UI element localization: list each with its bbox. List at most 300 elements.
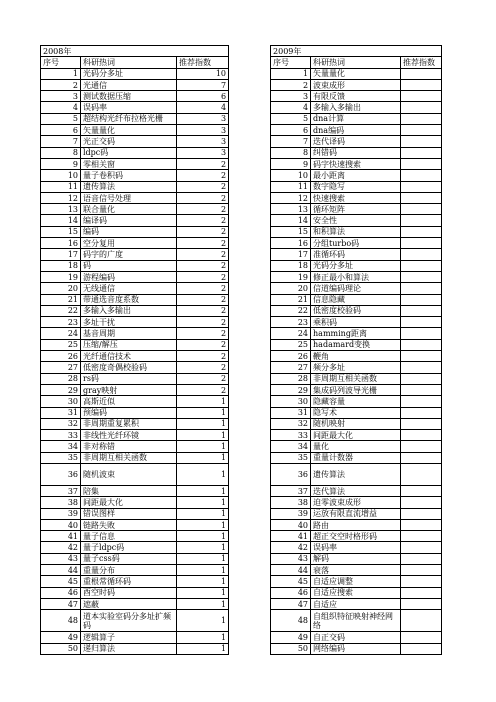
- row-index-right: 44: [271, 565, 311, 576]
- row-index-right: 46: [271, 587, 311, 598]
- row-term-right: 安全性: [311, 215, 401, 226]
- row-index-left: 8: [41, 147, 81, 158]
- column-gap: [229, 68, 271, 79]
- row-index-right: 10: [271, 170, 311, 181]
- column-gap: [229, 452, 271, 463]
- table-row: [41, 632, 442, 643]
- row-score-right: [401, 125, 442, 136]
- row-term-left: 语音信号处理: [81, 192, 177, 203]
- row-index-left: 35: [41, 452, 81, 463]
- row-score-left: 4: [177, 102, 229, 113]
- row-term-left: 量子ldpc码: [81, 542, 177, 553]
- row-index-right: 16: [271, 238, 311, 249]
- row-term-left: 编码: [81, 226, 177, 237]
- table-row: [41, 226, 442, 237]
- table-row: [41, 508, 442, 519]
- row-score-left: 2: [177, 283, 229, 294]
- row-score-left: 1: [177, 542, 229, 553]
- column-gap: [229, 519, 271, 530]
- row-score-left: 1: [177, 519, 229, 530]
- row-term-left: 误码率: [81, 102, 177, 113]
- row-index-right: 23: [271, 317, 311, 328]
- row-term-right: 鞭角: [311, 351, 401, 362]
- row-index-right: 30: [271, 396, 311, 407]
- row-term-right: 数字隐写: [311, 181, 401, 192]
- row-term-left: 道本实验室码分多址扩频码: [81, 610, 177, 632]
- row-index-right: 43: [271, 553, 311, 564]
- row-score-right: [401, 553, 442, 564]
- row-term-left: 光通信: [81, 79, 177, 90]
- row-score-left: 2: [177, 249, 229, 260]
- row-index-left: 33: [41, 430, 81, 441]
- row-index-left: 17: [41, 249, 81, 260]
- row-score-right: [401, 576, 442, 587]
- row-term-right: 准循环码: [311, 249, 401, 260]
- row-index-right: 19: [271, 271, 311, 282]
- row-score-right: [401, 102, 442, 113]
- row-index-left: 22: [41, 305, 81, 316]
- row-index-left: 32: [41, 418, 81, 429]
- table-row: [41, 362, 442, 373]
- row-score-left: 3: [177, 147, 229, 158]
- row-term-left: 测试数据压缩: [81, 91, 177, 102]
- row-score-right: [401, 147, 442, 158]
- row-score-right: [401, 91, 442, 102]
- row-index-left: 23: [41, 317, 81, 328]
- row-index-right: 48: [271, 610, 311, 632]
- table-row: [41, 441, 442, 452]
- row-score-left: 2: [177, 170, 229, 181]
- row-index-right: 31: [271, 407, 311, 418]
- row-index-left: 13: [41, 204, 81, 215]
- header-index-left: 序号: [41, 57, 81, 68]
- row-index-left: 4: [41, 102, 81, 113]
- column-gap: [229, 328, 271, 339]
- table-row: [41, 452, 442, 463]
- row-term-left: 编译码: [81, 215, 177, 226]
- row-term-left: rs码: [81, 373, 177, 384]
- table-row: [41, 102, 442, 113]
- row-score-left: 1: [177, 452, 229, 463]
- row-index-right: 17: [271, 249, 311, 260]
- row-index-left: 19: [41, 271, 81, 282]
- row-score-right: [401, 463, 442, 485]
- row-term-left: 链路失败: [81, 519, 177, 530]
- column-gap: [229, 485, 271, 496]
- row-index-left: 28: [41, 373, 81, 384]
- row-index-left: 30: [41, 396, 81, 407]
- row-term-right: 误码率: [311, 542, 401, 553]
- row-index-left: 36: [41, 463, 81, 485]
- row-score-right: [401, 271, 442, 282]
- row-index-right: 35: [271, 452, 311, 463]
- column-gap: [229, 317, 271, 328]
- row-term-right: 运放有限直流增益: [311, 508, 401, 519]
- row-term-left: ldpc码: [81, 147, 177, 158]
- column-gap: [229, 125, 271, 136]
- table-row: [41, 565, 442, 576]
- row-term-left: 压缩/解压: [81, 339, 177, 350]
- row-score-right: [401, 113, 442, 124]
- row-term-left: 空分复用: [81, 238, 177, 249]
- table-row: [41, 407, 442, 418]
- row-score-right: [401, 407, 442, 418]
- row-term-right: 网络编码: [311, 643, 401, 654]
- row-index-right: 28: [271, 373, 311, 384]
- table-row: [41, 181, 442, 192]
- row-index-right: 11: [271, 181, 311, 192]
- row-index-right: 6: [271, 125, 311, 136]
- row-score-left: 1: [177, 441, 229, 452]
- table-row: [41, 430, 442, 441]
- row-score-right: [401, 181, 442, 192]
- column-gap: [229, 418, 271, 429]
- row-index-right: 41: [271, 531, 311, 542]
- row-index-right: 27: [271, 362, 311, 373]
- row-term-right: 和积算法: [311, 226, 401, 237]
- table-row: [41, 610, 442, 632]
- row-index-left: 46: [41, 587, 81, 598]
- row-index-left: 31: [41, 407, 81, 418]
- row-score-left: 2: [177, 226, 229, 237]
- row-term-right: 自适应调整: [311, 576, 401, 587]
- row-term-left: 低密度奇偶校验码: [81, 362, 177, 373]
- row-index-right: 26: [271, 351, 311, 362]
- row-score-right: [401, 215, 442, 226]
- row-index-left: 12: [41, 192, 81, 203]
- column-gap: [229, 271, 271, 282]
- row-index-right: 5: [271, 113, 311, 124]
- row-term-right: 循环矩阵: [311, 204, 401, 215]
- row-index-left: 34: [41, 441, 81, 452]
- table-row: [41, 147, 442, 158]
- row-score-right: [401, 373, 442, 384]
- table-row: [41, 339, 442, 350]
- row-index-left: 41: [41, 531, 81, 542]
- row-term-left: 基音周期: [81, 328, 177, 339]
- table-row: [41, 519, 442, 530]
- row-index-left: 21: [41, 294, 81, 305]
- row-term-right: 遗传算法: [311, 463, 401, 485]
- row-score-right: [401, 136, 442, 147]
- row-index-left: 48: [41, 610, 81, 632]
- column-gap: [229, 181, 271, 192]
- column-gap: [229, 147, 271, 158]
- column-gap: [229, 373, 271, 384]
- row-term-right: 光码分多址: [311, 260, 401, 271]
- row-score-left: 7: [177, 79, 229, 90]
- row-term-right: hamming距离: [311, 328, 401, 339]
- row-term-right: 分组turbo码: [311, 238, 401, 249]
- column-gap: [229, 497, 271, 508]
- column-gap: [229, 430, 271, 441]
- row-index-left: 2: [41, 79, 81, 90]
- row-score-left: 1: [177, 576, 229, 587]
- row-term-left: 错误图样: [81, 508, 177, 519]
- table-row: [41, 553, 442, 564]
- row-index-right: 40: [271, 519, 311, 530]
- row-index-right: 49: [271, 632, 311, 643]
- row-term-right: 自正交码: [311, 632, 401, 643]
- row-score-right: [401, 362, 442, 373]
- table-row: [41, 170, 442, 181]
- column-gap: [229, 294, 271, 305]
- column-gap: [229, 204, 271, 215]
- row-index-right: 2: [271, 79, 311, 90]
- row-index-right: 29: [271, 384, 311, 395]
- row-index-left: 18: [41, 260, 81, 271]
- row-index-right: 45: [271, 576, 311, 587]
- column-gap: [229, 441, 271, 452]
- table-row: [41, 79, 442, 90]
- row-term-left: 矢量量化: [81, 125, 177, 136]
- row-score-left: 2: [177, 317, 229, 328]
- row-index-right: 33: [271, 430, 311, 441]
- row-score-left: 2: [177, 351, 229, 362]
- row-index-left: 16: [41, 238, 81, 249]
- row-term-right: 信道编码理论: [311, 283, 401, 294]
- row-term-right: 集成码列波导光栅: [311, 384, 401, 395]
- table-row: [41, 418, 442, 429]
- row-term-left: 遗传算法: [81, 181, 177, 192]
- row-score-left: 2: [177, 271, 229, 282]
- row-index-right: 8: [271, 147, 311, 158]
- row-score-right: [401, 260, 442, 271]
- column-gap: [229, 46, 271, 57]
- column-gap: [229, 136, 271, 147]
- row-index-right: 22: [271, 305, 311, 316]
- row-score-left: 2: [177, 192, 229, 203]
- row-score-left: 1: [177, 508, 229, 519]
- row-index-left: 42: [41, 542, 81, 553]
- row-index-right: 3: [271, 91, 311, 102]
- row-term-left: 零相关窗: [81, 158, 177, 169]
- row-score-left: 2: [177, 384, 229, 395]
- column-gap: [229, 102, 271, 113]
- row-term-left: 递归算法: [81, 643, 177, 654]
- row-score-right: [401, 238, 442, 249]
- row-index-left: 29: [41, 384, 81, 395]
- row-term-right: 路由: [311, 519, 401, 530]
- row-index-left: 49: [41, 632, 81, 643]
- row-score-right: [401, 351, 442, 362]
- table-row: [41, 271, 442, 282]
- row-index-right: 38: [271, 497, 311, 508]
- row-score-right: [401, 508, 442, 519]
- row-term-right: 重量计数器: [311, 452, 401, 463]
- row-term-left: 多输入多输出: [81, 305, 177, 316]
- row-index-right: 18: [271, 260, 311, 271]
- row-term-right: 有限反馈: [311, 91, 401, 102]
- column-gap: [229, 260, 271, 271]
- table-row: [41, 587, 442, 598]
- row-score-left: 10: [177, 68, 229, 79]
- row-score-right: [401, 170, 442, 181]
- row-term-right: 波束成形: [311, 79, 401, 90]
- row-index-left: 45: [41, 576, 81, 587]
- row-term-right: 码字快速搜索: [311, 158, 401, 169]
- column-gap: [229, 79, 271, 90]
- row-term-right: dna编码: [311, 125, 401, 136]
- row-score-left: 1: [177, 463, 229, 485]
- header-row: [41, 57, 442, 68]
- table-row: [41, 497, 442, 508]
- table-row: [41, 215, 442, 226]
- row-score-right: [401, 598, 442, 609]
- row-term-left: 带通选音度系数: [81, 294, 177, 305]
- header-term-left: 科研热词: [81, 57, 177, 68]
- row-score-left: 1: [177, 553, 229, 564]
- column-gap: [229, 576, 271, 587]
- row-index-left: 7: [41, 136, 81, 147]
- table-row: [41, 463, 442, 485]
- row-term-right: 快速搜索: [311, 192, 401, 203]
- row-index-left: 20: [41, 283, 81, 294]
- row-term-left: 超结构光纤布拉格光栅: [81, 113, 177, 124]
- row-term-right: 非周期互相关函数: [311, 373, 401, 384]
- row-score-left: 1: [177, 497, 229, 508]
- row-term-right: hadamard变换: [311, 339, 401, 350]
- row-score-left: 2: [177, 204, 229, 215]
- table-row: [41, 91, 442, 102]
- row-term-left: 量子css码: [81, 553, 177, 564]
- row-score-left: 1: [177, 587, 229, 598]
- row-term-right: 信息隐藏: [311, 294, 401, 305]
- row-index-left: 6: [41, 125, 81, 136]
- row-index-right: 50: [271, 643, 311, 654]
- column-gap: [229, 192, 271, 203]
- row-term-left: 光正交码: [81, 136, 177, 147]
- row-score-right: [401, 68, 442, 79]
- row-term-right: 乘积码: [311, 317, 401, 328]
- hot-words-table: [40, 45, 442, 655]
- row-score-right: [401, 317, 442, 328]
- row-index-right: 9: [271, 158, 311, 169]
- row-term-right: 迭代译码: [311, 136, 401, 147]
- row-score-right: [401, 283, 442, 294]
- table-row: [41, 542, 442, 553]
- row-term-right: 量化: [311, 441, 401, 452]
- row-term-right: 解码: [311, 553, 401, 564]
- row-term-left: 联合量化: [81, 204, 177, 215]
- row-score-right: [401, 339, 442, 350]
- row-score-right: [401, 294, 442, 305]
- table-row: [41, 238, 442, 249]
- row-term-left: 预编码: [81, 407, 177, 418]
- row-score-right: [401, 497, 442, 508]
- column-gap: [229, 463, 271, 485]
- row-index-right: 14: [271, 215, 311, 226]
- row-index-left: 37: [41, 485, 81, 496]
- row-score-right: [401, 485, 442, 496]
- column-gap: [229, 632, 271, 643]
- column-gap: [229, 362, 271, 373]
- row-score-right: [401, 79, 442, 90]
- column-gap: [229, 238, 271, 249]
- row-index-right: 25: [271, 339, 311, 350]
- row-score-left: 2: [177, 328, 229, 339]
- row-score-left: 1: [177, 643, 229, 654]
- row-term-left: 非周期重复累积: [81, 418, 177, 429]
- row-term-right: 频分多址: [311, 362, 401, 373]
- row-score-right: [401, 610, 442, 632]
- row-index-right: 39: [271, 508, 311, 519]
- header-score-right: 推荐指数: [401, 57, 442, 68]
- row-index-left: 39: [41, 508, 81, 519]
- table-row: [41, 351, 442, 362]
- table-row: [41, 249, 442, 260]
- column-gap: [229, 531, 271, 542]
- row-term-right: 自适应搜索: [311, 587, 401, 598]
- row-score-left: 3: [177, 125, 229, 136]
- table-row: [41, 576, 442, 587]
- column-gap: [229, 396, 271, 407]
- row-score-right: [401, 542, 442, 553]
- row-score-left: 2: [177, 362, 229, 373]
- row-term-left: 随机波束: [81, 463, 177, 485]
- row-term-right: 间距最大化: [311, 430, 401, 441]
- row-term-right: 随机映射: [311, 418, 401, 429]
- row-score-right: [401, 249, 442, 260]
- row-score-left: 2: [177, 215, 229, 226]
- row-term-left: 无线通信: [81, 283, 177, 294]
- row-score-left: 1: [177, 430, 229, 441]
- row-score-left: 3: [177, 113, 229, 124]
- row-index-right: 47: [271, 598, 311, 609]
- row-score-right: [401, 158, 442, 169]
- row-term-right: 超正交空时格形码: [311, 531, 401, 542]
- row-score-left: 1: [177, 531, 229, 542]
- table-row: [41, 598, 442, 609]
- row-score-left: 1: [177, 396, 229, 407]
- row-index-right: 21: [271, 294, 311, 305]
- row-term-left: 非线性光纤环镜: [81, 430, 177, 441]
- column-gap: [229, 339, 271, 350]
- column-gap: [229, 283, 271, 294]
- column-gap: [229, 305, 271, 316]
- row-term-left: 光纤通信技术: [81, 351, 177, 362]
- header-score-left: 推荐指数: [177, 57, 229, 68]
- column-gap: [229, 542, 271, 553]
- row-term-left: 遮蔽: [81, 598, 177, 609]
- row-score-left: 6: [177, 91, 229, 102]
- table-row: [41, 531, 442, 542]
- row-score-left: 2: [177, 181, 229, 192]
- row-score-right: [401, 418, 442, 429]
- header-index-right: 序号: [271, 57, 311, 68]
- row-term-left: 酉空时码: [81, 587, 177, 598]
- row-index-right: 24: [271, 328, 311, 339]
- header-term-right: 科研热词: [311, 57, 401, 68]
- row-index-right: 20: [271, 283, 311, 294]
- row-term-left: 光码分多址: [81, 68, 177, 79]
- table-row: [41, 113, 442, 124]
- row-index-left: 43: [41, 553, 81, 564]
- year-2009-label: 2009年: [271, 46, 442, 57]
- row-index-right: 37: [271, 485, 311, 496]
- column-gap: [229, 508, 271, 519]
- row-index-left: 9: [41, 158, 81, 169]
- row-index-left: 5: [41, 113, 81, 124]
- row-score-right: [401, 226, 442, 237]
- row-index-right: 32: [271, 418, 311, 429]
- row-index-right: 34: [271, 441, 311, 452]
- row-score-right: [401, 441, 442, 452]
- row-term-right: 迫零波束成形: [311, 497, 401, 508]
- row-index-left: 50: [41, 643, 81, 654]
- row-term-right: dna计算: [311, 113, 401, 124]
- table-row: [41, 396, 442, 407]
